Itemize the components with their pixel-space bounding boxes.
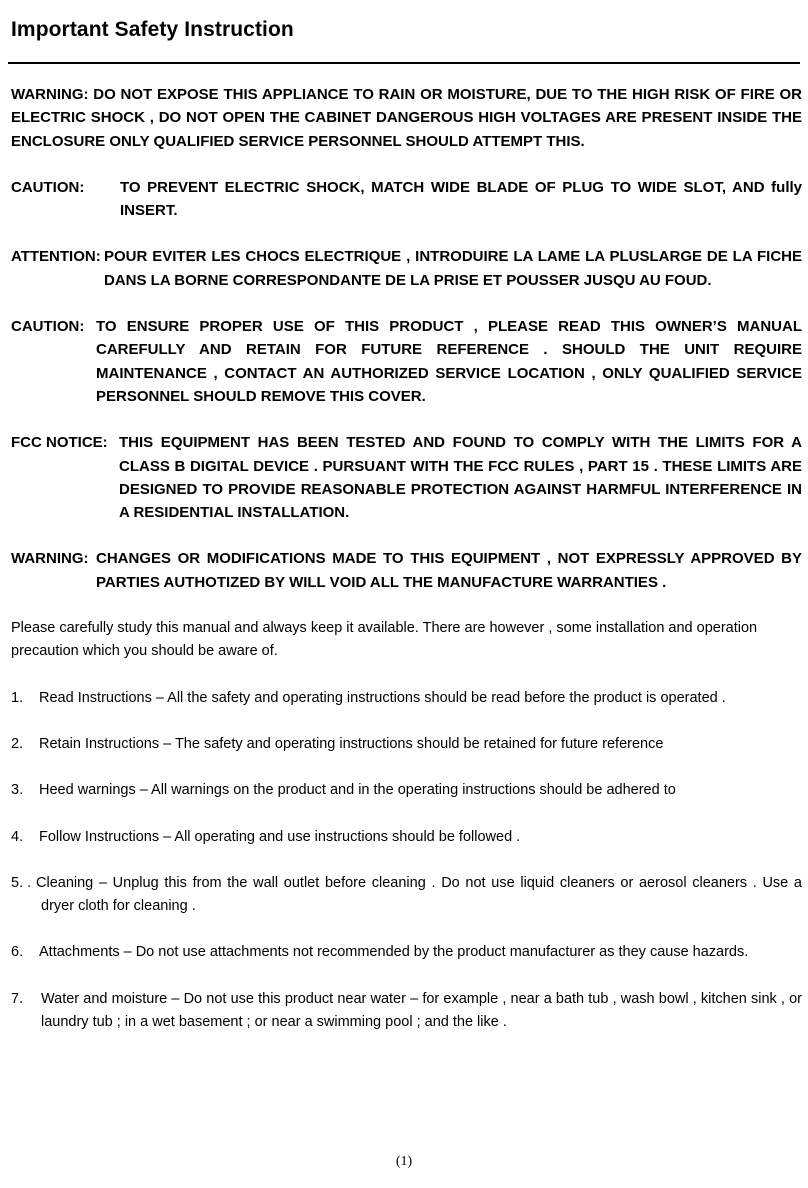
warning-moisture: WARNING: DO NOT EXPOSE THIS APPLIANCE TO RAIN OR MOISTURE, DUE TO THE HIGH RISK OF FIRE OR ELECTRIC SHOCK , DO NOT OPEN THE CABINET DANGEROUS HIGH VOLTAGES ARE PRESENT INSIDE THE ENCLOSURE ONLY QUALIFIED SERVICE PERSONNEL SHOULD ATTEMPT THIS. (11, 86, 802, 150)
list-item-number: 3. (11, 782, 24, 799)
list-item (11, 779, 802, 802)
list-item-number: 1. (11, 689, 24, 706)
list-item-text: Follow Instructions – All operating and use instructions should be followed . (39, 828, 521, 845)
list-item-text: Water and moisture – Do not use this product near water – for example , near a bath tub , wash bowl , kitchen sink , or laundry tub ; in a wet basement ; or near a swimming pool ; and the like . (41, 990, 802, 1031)
attention-label: ATTENTION: (11, 248, 101, 266)
warning-modifications (11, 547, 802, 594)
fcc-notice (11, 431, 802, 524)
intro-paragraph: Please carefully study this manual and always keep it available. There are however , some installation and operation precaution which you should be aware of. (11, 620, 758, 660)
list-item-number: 6. (11, 944, 24, 961)
warning-modifications-text: CHANGES OR MODIFICATIONS MADE TO THIS EQUIPMENT , NOT EXPRESSLY APPROVED BY PARTIES AUTHOTIZED BY WILL VOID ALL THE MANUFACTURE WARRANTIES . (96, 550, 802, 591)
attention-notice (11, 245, 802, 292)
list-item-number: 5. . (11, 874, 32, 891)
list-item-text: Heed warnings – All warnings on the product and in the operating instructions should be adhered to (39, 782, 676, 799)
caution-plug-label: CAUTION: (11, 178, 85, 196)
list-item-number: 2. (11, 735, 24, 752)
list-item (11, 988, 802, 1035)
document-body (11, 83, 802, 1057)
list-item (11, 733, 802, 756)
list-item-number: 7. (11, 990, 24, 1007)
list-item-number: 4. (11, 828, 24, 845)
caution-manual-text: TO ENSURE PROPER USE OF THIS PRODUCT , PLEASE READ THIS OWNER’S MANUAL CAREFULLY AND RETAIN FOR FUTURE REFERENCE . SHOULD THE UNIT REQUIRE MAINTENANCE , CONTACT AN AUTHORIZED SERVICE LOCATION , ONLY QUALIFIED SERVICE PERSONNEL SHOULD REMOVE THIS COVER. (96, 318, 802, 405)
page-number: (1) (395, 1154, 413, 1169)
list-item-text: Attachments – Do not use attachments not recommended by the product manufacturer as they cause hazards. (39, 944, 749, 961)
caution-manual (11, 315, 802, 408)
page-title: Important Safety Instruction (11, 18, 294, 41)
list-item (11, 687, 802, 710)
attention-text: POUR EVITER LES CHOCS ELECTRIQUE , INTRODUIRE LA LAME LA PLUSLARGE DE LA FICHE DANS LA BORNE CORRESPONDANTE DE LA PRISE ET POUSSER JUSQU AU FOUD. (104, 248, 802, 289)
title-divider (8, 62, 800, 64)
list-item (11, 826, 802, 849)
warning-modifications-label: WARNING: (11, 550, 89, 568)
caution-manual-label: CAUTION: (11, 318, 85, 336)
list-item (11, 941, 802, 964)
list-item-text: Retain Instructions – The safety and operating instructions should be retained for future reference (39, 735, 664, 752)
caution-plug-text: TO PREVENT ELECTRIC SHOCK, MATCH WIDE BLADE OF PLUG TO WIDE SLOT, AND fully INSERT. (120, 178, 802, 220)
list-item-text: Cleaning – Unplug this from the wall outlet before cleaning . Do not use liquid cleaners or aerosol cleaners . Use a dryer cloth for cleaning . (36, 874, 802, 915)
list-item (11, 872, 802, 919)
fcc-notice-text: THIS EQUIPMENT HAS BEEN TESTED AND FOUND TO COMPLY WITH THE LIMITS FOR A CLASS B DIGITAL DEVICE . PURSUANT WITH THE FCC RULES , PART 15 . THESE LIMITS ARE DESIGNED TO PROVIDE REASONABLE PROTECTION AGAINST HARMFUL INTERFERENCE IN A RESIDENTIAL INSTALLATION. (119, 434, 802, 522)
list-item-text: Read Instructions – All the safety and operating instructions should be read before the product is operated . (39, 689, 726, 706)
fcc-notice-label: FCC NOTICE: (11, 434, 108, 452)
caution-plug (11, 176, 802, 223)
